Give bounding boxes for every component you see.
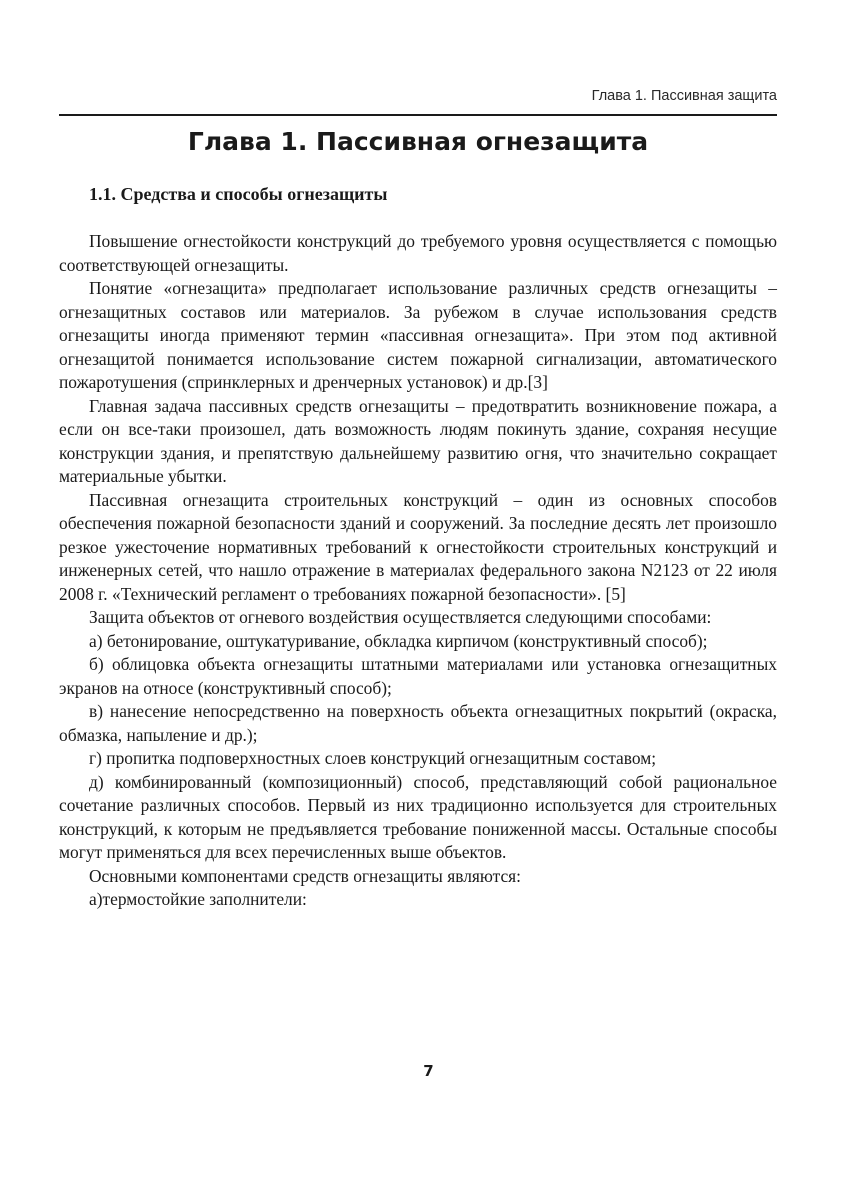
list-item: а)термостойкие заполнители: xyxy=(89,889,307,909)
running-header: Глава 1. Пассивная защита xyxy=(591,88,777,104)
chapter-title: Глава 1. Пассивная огнезащита xyxy=(187,127,649,156)
section-title: 1.1. Средства и способы огнезащиты xyxy=(89,184,388,204)
list-item: д) комбинированный (композиционный) способ, представляющий собой рациональное сочетание различных способов. Первый из них традиционно используется для строительных конструкций, к которым не предъявляется требование пониженной массы. Остальные способы могут применяться для всех перечисленных выше объектов. xyxy=(59,771,777,862)
paragraph: Главная задача пассивных средств огнезащиты – предотвратить возникновение пожара, а если он все-таки произошел, дать возможность людям покинуть здание, сохраняя несущие конструкции здания, и препятствую дальнейшему развитию огня, что значительно сокращает материальные убытки. xyxy=(59,395,777,486)
list-item: б) облицовка объекта огнезащиты штатными материалами или установка огнезащитных экранов на относе (конструктивный способ); xyxy=(59,654,777,698)
paragraph: Основными компонентами средств огнезащиты являются: xyxy=(89,865,521,886)
list-item: г) пропитка подповерхностных слоев конструкций огнезащитным составом; xyxy=(89,748,657,768)
list-item: в) нанесение непосредственно на поверхность объекта огнезащитных покрытий (окраска, обмазка, напыление и др.); xyxy=(59,701,777,745)
list-item: а) бетонирование, оштукатуривание, обкладка кирпичом (конструктивный способ); xyxy=(89,630,708,651)
body-text xyxy=(59,230,777,912)
paragraph: Понятие «огнезащита» предполагает использование различных средств огнезащиты – огнезащитных составов или материалов. За рубежом в случае использования средств огнезащиты иногда применяют термин «пассивная огнезащита». При этом под активной огнезащитой понимается использование систем пожарной сигнализации, автоматического пожаротушения (спринклерных и дренчерных установок) и др.[3] xyxy=(59,278,777,392)
page-number: 7 xyxy=(423,1062,434,1080)
header-rule xyxy=(59,114,777,116)
paragraph: Защита объектов от огневого воздействия осуществляется следующими способами: xyxy=(89,607,712,627)
paragraph: Пассивная огнезащита строительных конструкций – один из основных способов обеспечения пожарной безопасности зданий и сооружений. За последние десять лет произошло резкое ужесточение нормативных требований к огнестойкости строительных конструкций и инженерных сетей, что нашло отражение в материалах федерального закона N2123 от 22 июля 2008 г. «Технический регламент о требованиях пожарной безопасности». [5] xyxy=(59,489,777,604)
paragraph: Повышение огнестойкости конструкций до требуемого уровня осуществляется с помощью соответствующей огнезащиты. xyxy=(59,231,777,275)
